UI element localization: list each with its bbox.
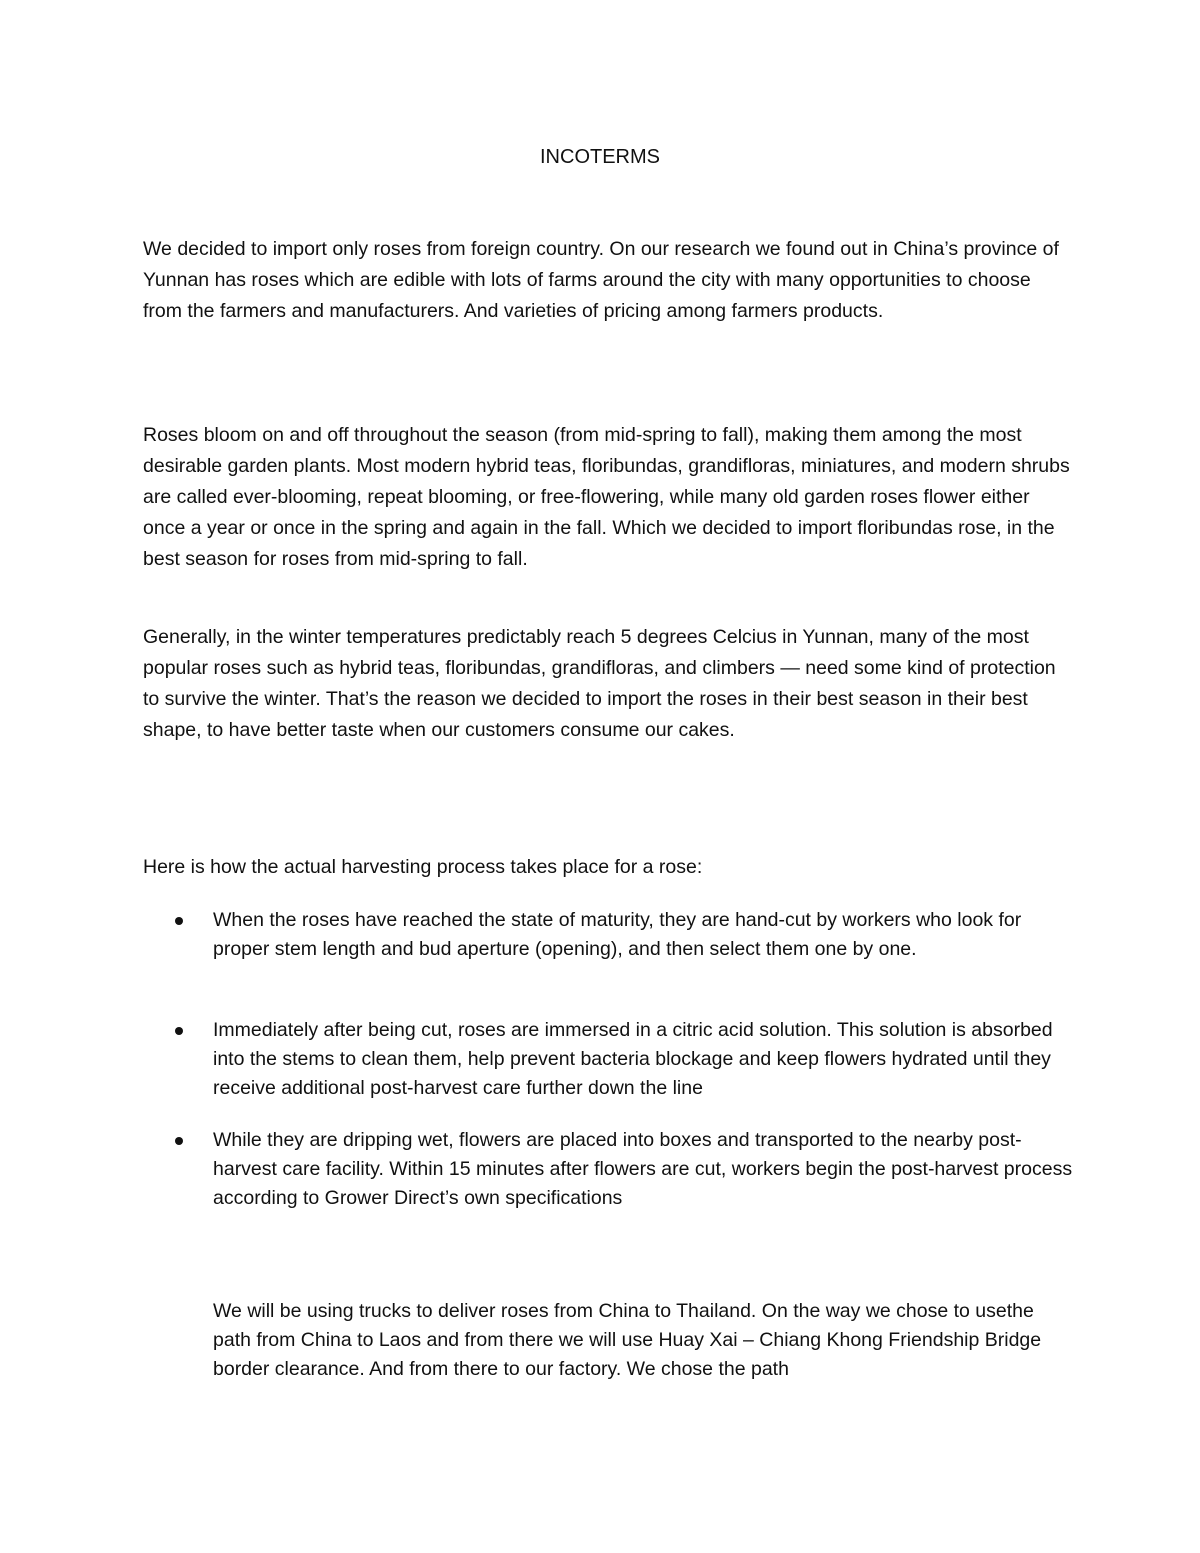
intro-paragraph: We decided to import only roses from foreign country. On our research we found out in China’s province of Yunnan has roses which are edible with lots of farms around the city with many opportunities to choose from the farmers and manufacturers. And varieties of pricing among farmers products. (143, 238, 1059, 322)
list-item-text: When the roses have reached the state of maturity, they are hand-cut by workers who look for proper stem length and bud aperture (opening), and then select them one by one. (213, 909, 1022, 960)
harvest-intro-paragraph: Here is how the actual harvesting process takes place for a rose: (143, 856, 703, 878)
bloom-paragraph: Roses bloom on and off throughout the season (from mid-spring to fall), making them among the most desirable garden plants. Most modern hybrid teas, floribundas, grandifloras, miniatures, and modern shrubs are called ever-blooming, repeat blooming, or free-flowering, while many old garden roses flower either once a year or once in the spring and again in the fall. Which we decided to import floribundas rose, in the best season for roses from mid-spring to fall. (143, 424, 1070, 570)
bullet-icon (175, 917, 183, 925)
list-item-text: While they are dripping wet, flowers are placed into boxes and transported to the nearby post-harvest care facility. Within 15 minutes after flowers are cut, workers begin the post-harvest process according to Grower Direct’s own specifications (213, 1129, 1073, 1209)
bullet-icon (175, 1027, 183, 1035)
page-title: INCOTERMS (540, 146, 660, 168)
winter-paragraph: Generally, in the winter temperatures predictably reach 5 degrees Celcius in Yunnan, many of the most popular roses such as hybrid teas, floribundas, grandifloras, and climbers — need some kind of protection to survive the winter. That’s the reason we decided to import the roses in their best season in their best shape, to have better taste when our customers consume our cakes. (143, 626, 1056, 741)
transport-paragraph: We will be using trucks to deliver roses from China to Thailand. On the way we chose to usethe path from China to Laos and from there we will use Huay Xai – Chiang Khong Friendship Bridge border clearance. And from there to our factory. We chose the path (213, 1300, 1042, 1380)
bullet-icon (175, 1137, 183, 1145)
list-item-text: Immediately after being cut, roses are immersed in a citric acid solution. This solution is absorbed into the stems to clean them, help prevent bacteria blockage and keep flowers hydrated until they receive additional post-harvest care further down the line (213, 1019, 1053, 1099)
